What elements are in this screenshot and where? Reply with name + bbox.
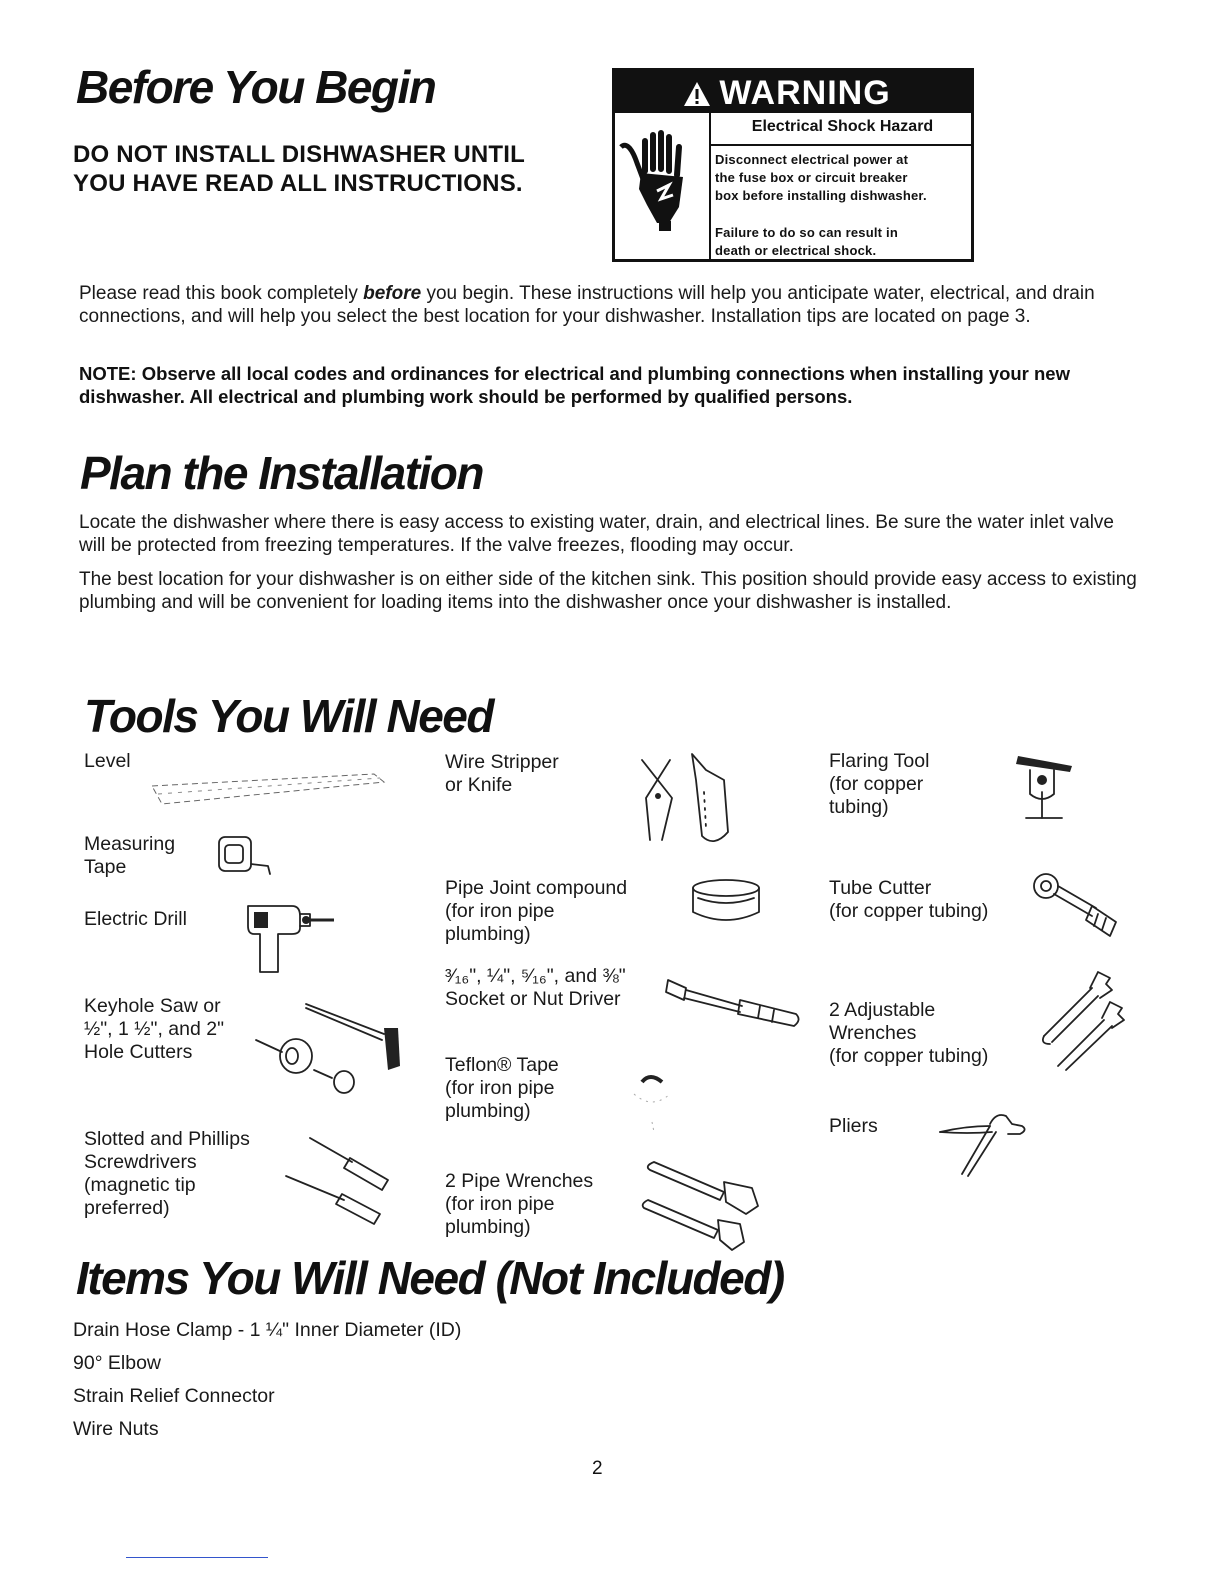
warning-header-label: WARNING — [719, 74, 891, 112]
tool-label-line: (for copper tubing) — [829, 900, 989, 922]
flaring-tool-icon — [1012, 752, 1078, 828]
warning-instruction-line: the fuse box or circuit breaker — [715, 170, 908, 185]
tool-flaring-tool — [829, 750, 929, 819]
plan-paragraph-1: Locate the dishwasher where there is easy access to existing water, drain, and electrical lines. Be sure the water inlet valve will be protected from freezing temperatures. If the valve freezes, flooding may occur. — [79, 512, 1114, 556]
install-warning-line-1: DO NOT INSTALL DISHWASHER UNTIL — [73, 141, 525, 168]
warning-header — [615, 71, 971, 113]
nut-driver-icon — [664, 976, 804, 1028]
intro-emphasis: before — [363, 283, 422, 304]
level-icon — [148, 772, 388, 808]
warning-consequence-line: Failure to do so can result in — [715, 225, 898, 240]
before-you-begin-title: Before You Begin — [76, 61, 436, 113]
item-strain-relief-connector: Strain Relief Connector — [73, 1385, 275, 1407]
tool-label-line: (for iron pipe — [445, 1193, 555, 1215]
tool-label-line: ½", 1 ½", and 2" — [84, 1018, 225, 1040]
pliers-icon — [938, 1110, 1030, 1178]
wire-stripper-knife-icon — [632, 752, 736, 844]
tool-pipe-joint-compound — [445, 877, 627, 946]
tool-label-line: (for copper — [829, 773, 924, 795]
tool-level — [84, 750, 131, 773]
warning-instruction-line: Disconnect electrical power at — [715, 152, 909, 167]
warning-consequence-line: death or electrical shock. — [715, 243, 877, 258]
tool-pliers — [829, 1115, 878, 1138]
tool-label-line: 2 Adjustable — [829, 999, 936, 1021]
warning-triangle-icon — [683, 81, 711, 107]
warning-instruction-line: box before installing dishwasher. — [715, 188, 927, 203]
tool-label-line: ³⁄₁₆", ¼", ⁵⁄₁₆", and ⅜" — [445, 965, 626, 987]
tool-tube-cutter — [829, 877, 988, 923]
tool-label-line: Flaring Tool — [829, 750, 930, 772]
tool-teflon-tape — [445, 1054, 559, 1123]
intro-text-start: Please read this book completely — [79, 283, 364, 304]
plan-paragraph-2: The best location for your dishwasher is on either side of the kitchen sink. This position should provide easy access to existing plumbing and will be convenient for loading items into the dishwasher once your dishwasher is installed. — [79, 569, 1137, 613]
warning-instructions — [715, 151, 970, 205]
tool-label-line: plumbing) — [445, 1216, 531, 1238]
tool-socket-driver — [445, 965, 626, 1011]
item-90-elbow: 90° Elbow — [73, 1352, 162, 1374]
tool-measuring-tape — [84, 833, 175, 879]
tool-label-line: Pliers — [829, 1115, 878, 1137]
tool-label-line: Tube Cutter — [829, 877, 932, 899]
electric-drill-icon — [244, 902, 336, 978]
tool-label-line: Screwdrivers — [84, 1151, 197, 1173]
tool-label-line: plumbing) — [445, 923, 531, 945]
tool-label-line: (for copper tubing) — [829, 1045, 989, 1067]
keyhole-saw-icon — [252, 1000, 404, 1100]
tool-electric-drill — [84, 908, 187, 931]
pipe-wrenches-icon — [640, 1158, 782, 1252]
tool-label-line: tubing) — [829, 796, 889, 818]
tool-label-line: Socket or Nut Driver — [445, 988, 621, 1010]
pipe-joint-compound-can-icon — [690, 878, 762, 924]
tool-keyhole-saw — [84, 995, 224, 1064]
warning-subtitle-rule — [709, 144, 974, 146]
tool-adjustable-wrenches — [829, 999, 988, 1068]
tube-cutter-icon — [1028, 872, 1122, 940]
screwdrivers-icon — [282, 1132, 402, 1232]
tool-label-line: Measuring — [84, 833, 176, 855]
teflon-tape-icon — [622, 1070, 682, 1136]
codes-note: NOTE: Observe all local codes and ordinances for electrical and plumbing connections when installing your new dishwasher. All electrical and plumbing work should be performed by qualified persons. — [79, 363, 1070, 407]
tool-label-line: or Knife — [445, 774, 513, 796]
electric-shock-hand-icon — [617, 133, 707, 233]
tool-label-line: preferred) — [84, 1197, 170, 1219]
tool-pipe-wrenches — [445, 1170, 593, 1239]
install-warning-line-2: YOU HAVE READ ALL INSTRUCTIONS. — [73, 170, 523, 197]
tool-label-line: 2 Pipe Wrenches — [445, 1170, 594, 1192]
plan-installation-title: Plan the Installation — [80, 447, 484, 499]
tool-label-line: Slotted and Phillips — [84, 1128, 250, 1150]
tool-label-line: Pipe Joint compound — [445, 877, 628, 899]
intro-text-rest: you begin. These instructions will help you anticipate water, electrical, and drain connections, and will help you select the best location for your dishwasher. Installation tips are located on page 3. — [79, 283, 1095, 327]
adjustable-wrenches-icon — [1040, 968, 1124, 1072]
tool-label-line: Wrenches — [829, 1022, 917, 1044]
page-number: 2 — [592, 1458, 603, 1479]
tool-label-line: Wire Stripper — [445, 751, 559, 773]
item-wire-nuts: Wire Nuts — [73, 1418, 159, 1440]
tool-label-line: plumbing) — [445, 1100, 531, 1122]
intro-paragraph — [79, 282, 1139, 328]
tool-label-line: (magnetic tip — [84, 1174, 196, 1196]
tool-label-line: (for iron pipe — [445, 1077, 555, 1099]
warning-box — [612, 68, 974, 262]
tool-wire-stripper — [445, 751, 559, 797]
tool-label-line: Electric Drill — [84, 908, 187, 930]
tool-label-line: Hole Cutters — [84, 1041, 193, 1063]
tool-label-line: (for iron pipe — [445, 900, 555, 922]
tool-screwdrivers — [84, 1128, 250, 1220]
warning-subtitle: Electrical Shock Hazard — [751, 118, 934, 135]
tools-title: Tools You Will Need — [84, 690, 493, 742]
measuring-tape-icon — [216, 834, 274, 878]
warning-consequence — [715, 224, 970, 260]
bottom-rule — [126, 1557, 268, 1558]
tool-label-line: Tape — [84, 856, 127, 878]
item-drain-hose-clamp: Drain Hose Clamp - 1 ¼" Inner Diameter (ID) — [73, 1319, 462, 1341]
tool-label-line: Teflon® Tape — [445, 1054, 559, 1076]
install-warning-text — [73, 140, 525, 198]
items-title: Items You Will Need (Not Included) — [76, 1252, 784, 1304]
tool-label-line: Keyhole Saw or — [84, 995, 221, 1017]
tool-label-line: Level — [84, 750, 131, 772]
